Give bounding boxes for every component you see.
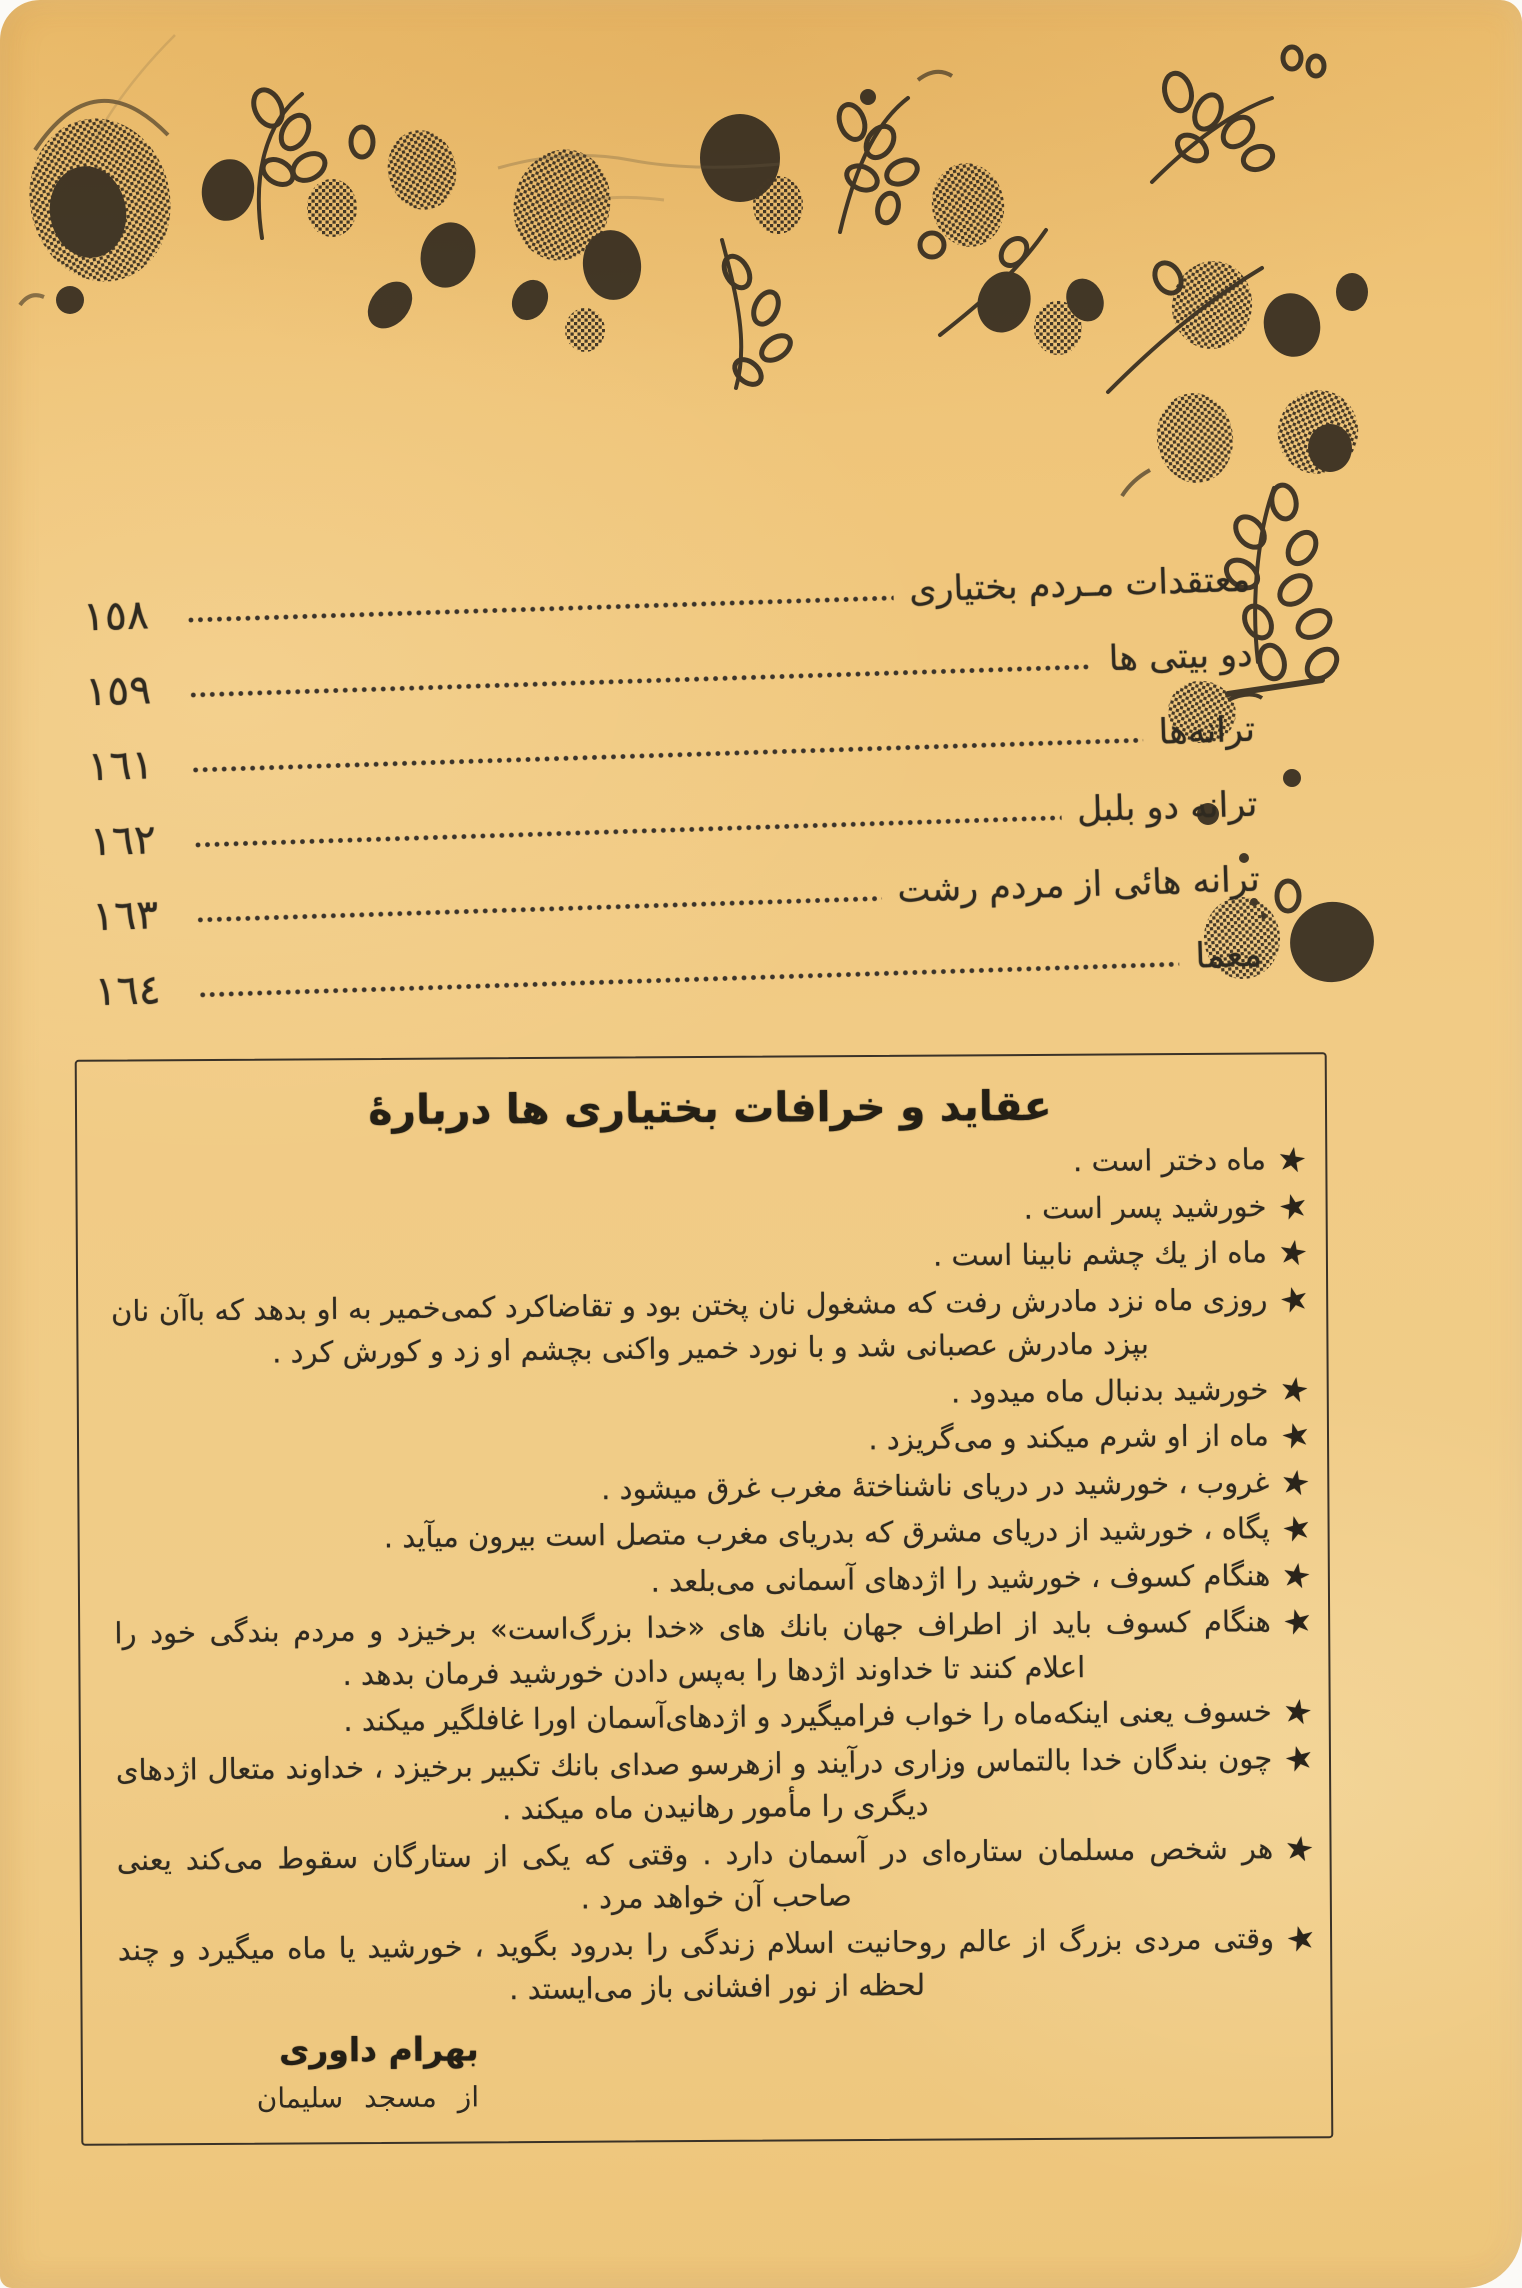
belief-text: ماه از او شرم میکند و می‌گریزد . (868, 1418, 1269, 1457)
toc-entry-title: ترانه هائی از مردم رشت (896, 859, 1261, 911)
toc-page-number: ١٦٢ (89, 815, 157, 866)
star-bullet-icon: ★ (1275, 1276, 1314, 1322)
belief-text: پگاه ، خورشید از دریای مشرق که بدریای مغرب متصل است بیرون میآید . (383, 1511, 1270, 1555)
star-bullet-icon: ★ (1276, 1412, 1316, 1458)
belief-text: وقتی مردی بزرگ از عالم روحانیت اسلام زندگی را بدرود بگوید ، خورشید یا ماه میگیرد و چند لحظه از نور افشانی باز می‌ایستد . (117, 1920, 1275, 2007)
toc-entry-title: دو بیتی ها (1108, 634, 1254, 680)
author-name: بهرام داوری (278, 2028, 479, 2070)
toc-entry-title: ترانه دو بلبل (1076, 784, 1258, 831)
toc-page-number: ١٦٣ (91, 890, 160, 941)
toc-page-number: ١٦١ (86, 740, 155, 791)
belief-item (115, 1735, 1319, 1836)
signature-block (149, 2029, 480, 2115)
star-bullet-icon: ★ (1277, 1367, 1313, 1411)
toc-entry-title: معتقدات مـردم بختیاری (908, 559, 1251, 611)
star-bullet-icon: ★ (1280, 1735, 1319, 1781)
toc-page-number: ١٦٤ (93, 965, 162, 1016)
belief-item (117, 1826, 1316, 1926)
star-bullet-icon: ★ (1282, 1915, 1321, 1961)
belief-text: غروب ، خورشید در دریای ناشناختهٔ مغرب غرق میشود . (600, 1464, 1270, 1506)
belief-text: هر شخص مسلمان ستاره‌ای در آسمان دارد . وقتی که یکی از ستارگان سقوط می‌کند یعنی صاحب آن خواهد مرد . (116, 1830, 1274, 1916)
belief-item (114, 1598, 1318, 1700)
star-bullet-icon: ★ (1275, 1230, 1312, 1274)
belief-text: خورشید بدنبال ماه میدود . (950, 1371, 1269, 1409)
article-box (75, 1052, 1334, 2146)
author-location: از مسجد سلیمان (256, 2079, 480, 2115)
star-bullet-icon: ★ (1280, 1689, 1316, 1733)
beliefs-list (109, 1137, 1321, 2016)
belief-text: چون بندگان خدا بالتماس وزاری درآیند و ازهرسو صدای بانك تکبیر برخیزد ، خداوند متعال اژدهای دیگری را مأمور رهانیدن ماه میکند . (115, 1740, 1273, 1827)
toc-page-number: ١٥٨ (82, 590, 150, 641)
star-bullet-icon: ★ (1278, 1598, 1318, 1644)
belief-text: ماه دختر است . (1072, 1142, 1267, 1179)
belief-text: خسوف یعنی اینکه‌ماه را خواب فرامیگیرد و اژدهای‌آسمان اورا غافلگیر میکند . (343, 1694, 1272, 1738)
star-bullet-icon: ★ (1277, 1505, 1317, 1551)
belief-text: ماه از یك چشم نابینا است . (932, 1235, 1268, 1273)
star-bullet-icon: ★ (1274, 1137, 1311, 1181)
belief-item (110, 1276, 1314, 1377)
belief-text: هنگام کسوف باید از اطراف جهان بانك های «خدا بزرگ‌است» برخیزد و مردم بندگی خود را اعلام کنند تا خداوند اژدها را به‌پس دادن خورشید فرمان بدهد . (114, 1604, 1271, 1692)
toc-entry-title: معما (1194, 934, 1263, 977)
star-bullet-icon: ★ (1277, 1460, 1314, 1504)
belief-item (117, 1915, 1321, 2016)
star-bullet-icon: ★ (1274, 1183, 1313, 1229)
toc-page-number: ١٥٩ (84, 665, 152, 716)
star-bullet-icon: ★ (1278, 1553, 1315, 1597)
table-of-contents (81, 530, 1263, 1016)
toc-entry-title: ترانه‌ها (1157, 709, 1256, 753)
star-bullet-icon: ★ (1281, 1826, 1318, 1870)
belief-text: روزی ماه نزد مادرش رفت که مشغول نان پختن بود و تقاضاکرد کمی‌خمیر به او بدهد که باآن نان بپزد مادرش عصبانی شد و با نورد خمیر واکنی بچشم او زد و کورش کرد . (110, 1281, 1268, 1370)
article-title: عقاید و خرافات بختیاری ها دربارهٔ (368, 1081, 1052, 1135)
belief-text: هنگام کسوف ، خورشید را اژدهای آسمانی می‌بلعد . (650, 1557, 1271, 1599)
belief-text: خورشید پسر است . (1023, 1188, 1267, 1226)
